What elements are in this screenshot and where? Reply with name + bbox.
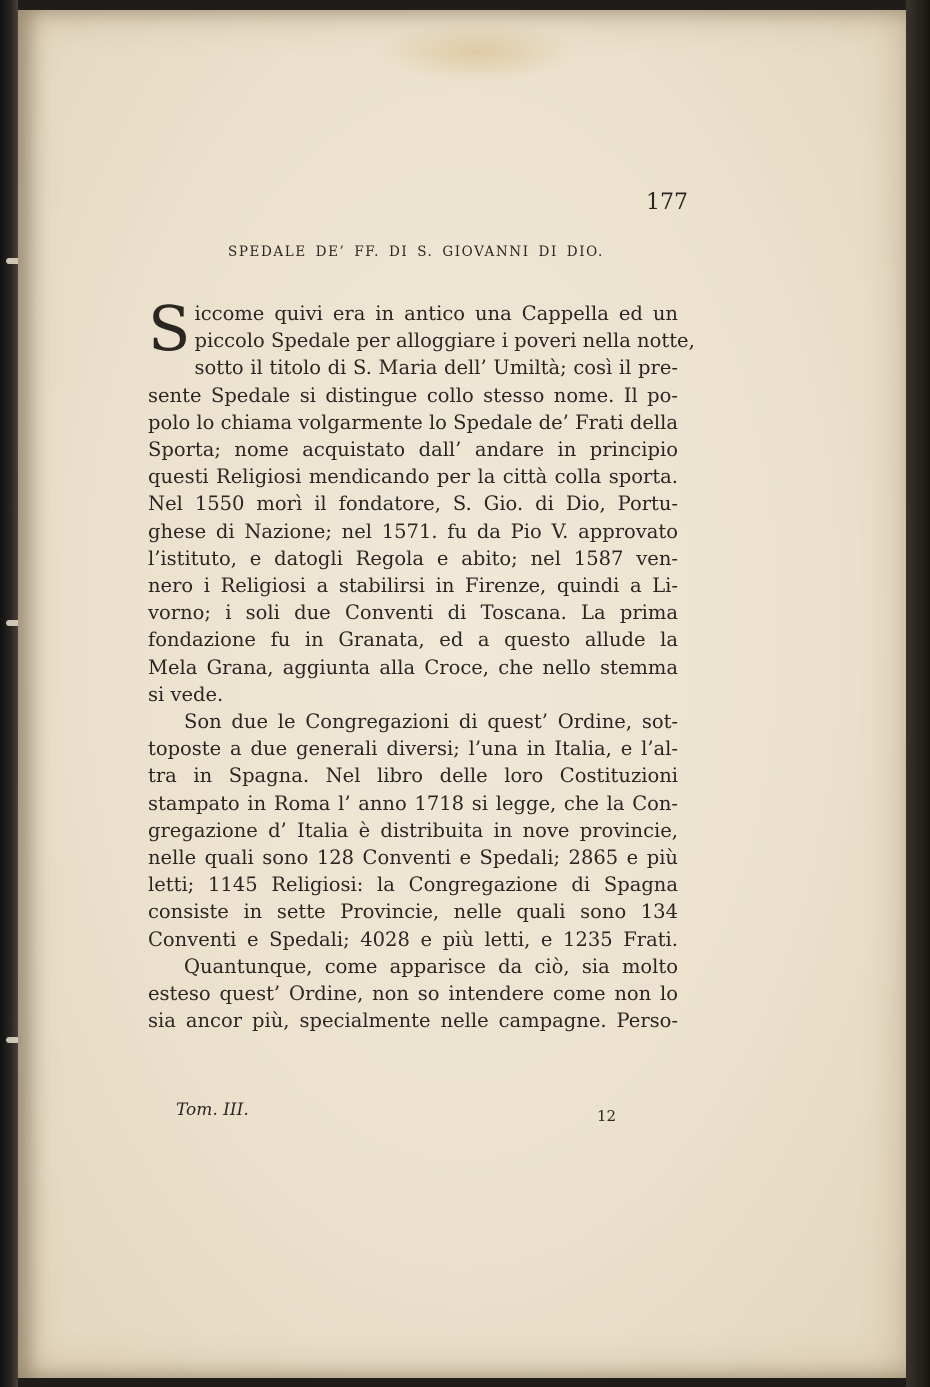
- page-edge: [906, 0, 930, 1387]
- drop-cap: S: [148, 292, 191, 365]
- text-line: Mela Grana, aggiunta alla Croce, che nello stemma: [148, 655, 678, 679]
- text-line: l’istituto, e datogli Regola e abito; nel 1587 ven-: [148, 546, 678, 570]
- text-line: nero i Religiosi a stabilirsi in Firenze, quindi a Li-: [148, 574, 678, 598]
- text-line: si vede.: [148, 682, 224, 706]
- text-line: piccolo Spedale per alloggiare i poveri nella notte,: [194, 329, 695, 353]
- paragraph: [148, 708, 678, 953]
- text-line: polo lo chiama volgarmente lo Spedale de’ Frati della: [148, 410, 678, 434]
- text-line: toposte a due generali diversi; l’una in Italia, e l’al-: [148, 737, 678, 761]
- gathering-signature: 12: [597, 1107, 617, 1125]
- text-line: sotto il titolo di S. Maria dell’ Umiltà; così il pre-: [194, 356, 678, 380]
- text-line: sente Spedale si distingue collo stesso nome. Il po-: [148, 383, 678, 407]
- text-line: nelle quali sono 128 Conventi e Spedali; 2865 e più: [148, 846, 678, 870]
- text-line: Quantunque, come apparisce da ciò, sia molto: [184, 954, 678, 978]
- text-line: Nel 1550 morì il fondatore, S. Gio. di Dio, Portu-: [148, 492, 678, 516]
- page-number: 177: [646, 190, 688, 215]
- text-line: Sporta; nome acquistato dall’ andare in principio: [148, 438, 678, 462]
- text-line: vorno; i soli due Conventi di Toscana. La prima: [148, 601, 678, 625]
- text-line: consiste in sette Provincie, nelle quali sono 134: [148, 900, 678, 924]
- text-line: esteso quest’ Ordine, non so intendere come non lo: [148, 982, 678, 1006]
- text-line: Son due le Congregazioni di quest’ Ordine, sot-: [184, 710, 678, 734]
- section-heading: SPEDALE DE’ FF. DI S. GIOVANNI DI DIO.: [228, 244, 604, 260]
- text-line: fondazione fu in Granata, ed a questo allude la: [148, 628, 678, 652]
- book-binding: [0, 0, 18, 1387]
- text-line: questi Religiosi mendicando per la città colla sporta.: [148, 465, 678, 489]
- text-line: ghese di Nazione; nel 1571. fu da Pio V. approvato: [148, 519, 678, 543]
- body-text: [148, 292, 695, 1034]
- text-line: tra in Spagna. Nel libro delle loro Costituzioni: [148, 764, 678, 788]
- text-line: Conventi e Spedali; 4028 e più letti, e 1235 Frati.: [148, 927, 678, 951]
- paper-stain: [378, 22, 578, 82]
- text-line: gregazione d’ Italia è distribuita in nove provincie,: [148, 818, 678, 842]
- volume-signature: Tom. III.: [176, 1100, 249, 1120]
- paragraph: [148, 292, 695, 708]
- text-line: sia ancor più, specialmente nelle campagne. Perso-: [148, 1009, 678, 1033]
- text-line: letti; 1145 Religiosi: la Congregazione di Spagna: [148, 873, 678, 897]
- paragraph: [148, 953, 678, 1035]
- text-line: iccome quivi era in antico una Cappella ed un: [194, 302, 678, 325]
- text-line: stampato in Roma l’ anno 1718 si legge, che la Con-: [148, 791, 678, 815]
